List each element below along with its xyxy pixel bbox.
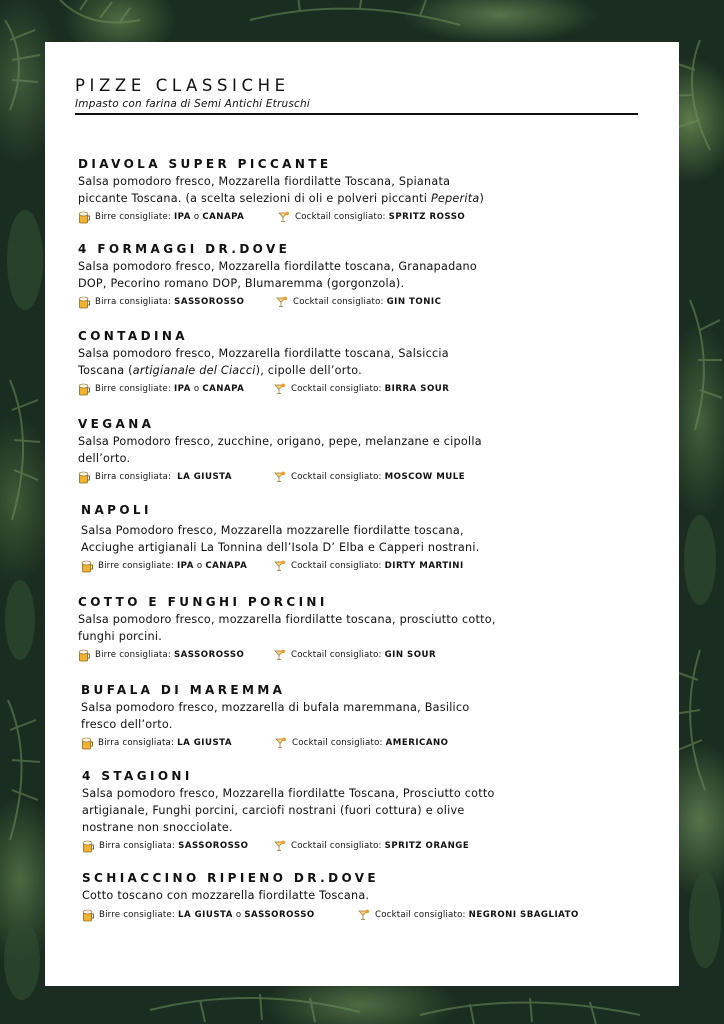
menu-card: [45, 42, 679, 986]
beer-name: SASSOROSSO: [244, 910, 315, 920]
description-line: Acciughe artigianali La Tonnina dell’Isola D’ Elba e Capperi nostrani.: [81, 541, 480, 554]
beer-name: LA GIUSTA: [177, 910, 233, 920]
cocktail-pairing: [274, 382, 449, 396]
beer-pairing: [81, 559, 247, 573]
pairing-row: [82, 908, 672, 922]
item-description: [81, 522, 651, 556]
description-line: [78, 190, 648, 207]
beer-mug-icon: [78, 471, 91, 484]
beer-separator: o: [196, 561, 203, 571]
item-description: [78, 258, 648, 292]
beer-mug-icon: [82, 840, 95, 853]
beer-name: IPA: [173, 384, 191, 394]
cocktail-pairing: [274, 559, 464, 573]
cocktail-pairing: [276, 295, 441, 309]
description-italic: Peperita: [430, 192, 480, 205]
item-description: [78, 345, 648, 379]
item-description: [78, 173, 648, 207]
pairing-row: [78, 210, 648, 224]
menu-item-diavola: [78, 156, 648, 224]
menu-item-4-stagioni: [82, 768, 652, 853]
description-line: Salsa pomodoro fresco, Mozzarella fiordilatte Toscana, Spianata: [78, 175, 451, 188]
cocktail-label: Cocktail consigliato:: [291, 472, 382, 482]
description-line: funghi porcini.: [78, 630, 163, 643]
item-name: VEGANA: [78, 417, 155, 431]
cocktail-pairing: [274, 648, 436, 662]
cocktail-name: SPRITZ ROSSO: [388, 212, 466, 222]
beer-name: IPA: [176, 561, 194, 571]
pairing-row: [78, 470, 648, 484]
cocktail-pairing: [278, 210, 465, 224]
beer-pairing: [78, 648, 244, 662]
beer-mug-icon: [78, 296, 91, 309]
beer-pairing: [78, 470, 232, 484]
cocktail-name: GIN TONIC: [386, 297, 442, 307]
beer-label: Birra consigliata:: [98, 738, 175, 748]
cocktail-label: Cocktail consigliato:: [375, 910, 466, 920]
beer-mug-icon: [82, 909, 95, 922]
description-line: Salsa pomodoro fresco, Mozzarella fiordilatte toscana, Granapadano: [78, 260, 477, 273]
beer-pairing: [82, 908, 315, 922]
cocktail-glass-icon: [274, 560, 286, 572]
description-line: Salsa Pomodoro fresco, Mozzarella mozzarelle fiordilatte toscana,: [81, 524, 464, 537]
description-line: Salsa pomodoro fresco, Mozzarella fiordilatte Toscana, Prosciutto cotto: [82, 787, 495, 800]
cocktail-glass-icon: [274, 383, 286, 395]
cocktail-name: DIRTY MARTINI: [384, 561, 464, 571]
page-title: PIZZE CLASSICHE: [75, 76, 290, 95]
beer-name: CANAPA: [202, 384, 245, 394]
description-line: Salsa Pomodoro fresco, zucchine, origano, pepe, melanzane e cipolla: [78, 435, 482, 448]
description-line: fresco dell’orto.: [81, 718, 173, 731]
cocktail-name: MOSCOW MULE: [384, 472, 466, 482]
item-name: 4 FORMAGGI DR.DOVE: [78, 242, 291, 256]
cocktail-label: Cocktail consigliato:: [292, 738, 383, 748]
item-name: CONTADINA: [78, 329, 188, 343]
cocktail-pairing: [274, 839, 469, 853]
menu-item-napoli: [81, 502, 651, 573]
beer-mug-icon: [81, 560, 94, 573]
cocktail-label: Cocktail consigliato:: [291, 841, 382, 851]
menu-item-4-formaggi: [78, 241, 648, 309]
cocktail-label: Cocktail consigliato:: [291, 561, 382, 571]
item-description: [78, 611, 648, 645]
description-line: [78, 362, 648, 379]
description-italic: artigianale del Ciacci: [132, 364, 256, 377]
item-name: BUFALA DI MAREMMA: [81, 683, 286, 697]
beer-name: SASSOROSSO: [178, 841, 249, 851]
cocktail-name: AMERICANO: [385, 738, 449, 748]
menu-item-cotto-funghi: [78, 594, 648, 662]
beer-label: Birra consigliata:: [95, 472, 172, 482]
cocktail-pairing: [274, 470, 465, 484]
description-line: Salsa pomodoro fresco, Mozzarella fiordilatte toscana, Salsiccia: [78, 347, 449, 360]
item-description: [81, 699, 651, 733]
description-line: Salsa pomodoro fresco, mozzarella fiordilatte toscana, prosciutto cotto,: [78, 613, 496, 626]
description-text: ): [479, 192, 485, 205]
beer-label: Birra consigliata:: [99, 841, 176, 851]
item-description: [78, 433, 648, 467]
cocktail-label: Cocktail consigliato:: [291, 650, 382, 660]
beer-pairing: [78, 210, 244, 224]
beer-name: SASSOROSSO: [173, 650, 245, 660]
beer-pairing: [82, 839, 248, 853]
beer-separator: o: [193, 384, 200, 394]
cocktail-glass-icon: [278, 211, 290, 223]
heading-divider: [75, 113, 638, 115]
cocktail-name: BIRRA SOUR: [384, 384, 450, 394]
beer-name: IPA: [173, 212, 191, 222]
item-description: [82, 887, 672, 904]
description-line: DOP, Pecorino romano DOP, Blumaremma (gorgonzola).: [78, 277, 405, 290]
description-text: ), cipolle dell’orto.: [255, 364, 362, 377]
description-line: artigianale, Funghi porcini, carciofi nostrani (fuori cottura) e olive: [82, 804, 465, 817]
pairing-row: [78, 648, 648, 662]
description-line: Salsa pomodoro fresco, mozzarella di bufala maremmana, Basilico: [81, 701, 470, 714]
description-line: dell’orto.: [78, 452, 131, 465]
item-name: 4 STAGIONI: [82, 769, 193, 783]
item-name: NAPOLI: [81, 503, 152, 517]
beer-name: CANAPA: [205, 561, 248, 571]
cocktail-label: Cocktail consigliato:: [293, 297, 384, 307]
beer-name: LA GIUSTA: [177, 738, 233, 748]
page-subtitle: Impasto con farina di Semi Antichi Etruschi: [75, 98, 310, 110]
cocktail-glass-icon: [275, 737, 287, 749]
pairing-row: [82, 839, 652, 853]
item-name: COTTO E FUNGHI PORCINI: [78, 595, 328, 609]
description-text: piccante Toscana. (a scelta selezioni di oli e polveri piccanti: [78, 192, 431, 205]
beer-label: Birre consigliate:: [95, 384, 171, 394]
item-description: [82, 785, 652, 836]
item-name: SCHIACCINO RIPIENO DR.DOVE: [82, 871, 380, 885]
cocktail-name: GIN SOUR: [384, 650, 437, 660]
menu-heading: [75, 76, 638, 115]
beer-mug-icon: [78, 383, 91, 396]
cocktail-glass-icon: [274, 840, 286, 852]
description-text: Toscana (: [78, 364, 133, 377]
beer-pairing: [78, 295, 244, 309]
menu-item-vegana: [78, 416, 648, 484]
beer-label: Birra consigliata:: [95, 297, 172, 307]
menu-item-contadina: [78, 328, 648, 396]
cocktail-pairing: [358, 908, 579, 922]
cocktail-glass-icon: [358, 909, 370, 921]
cocktail-name: SPRITZ ORANGE: [384, 841, 470, 851]
item-name: DIAVOLA SUPER PICCANTE: [78, 157, 332, 171]
cocktail-glass-icon: [274, 471, 286, 483]
cocktail-glass-icon: [274, 649, 286, 661]
beer-name: LA GIUSTA: [177, 472, 233, 482]
menu-item-schiaccino: [82, 870, 672, 922]
cocktail-label: Cocktail consigliato:: [295, 212, 386, 222]
description-line: nostrane non snocciolate.: [82, 821, 233, 834]
beer-mug-icon: [78, 649, 91, 662]
beer-label: Birre consigliate:: [99, 910, 175, 920]
beer-name: CANAPA: [202, 212, 245, 222]
beer-mug-icon: [78, 211, 91, 224]
cocktail-glass-icon: [276, 296, 288, 308]
beer-separator: o: [235, 910, 242, 920]
beer-mug-icon: [81, 737, 94, 750]
beer-name: SASSOROSSO: [174, 297, 245, 307]
cocktail-label: Cocktail consigliato:: [291, 384, 382, 394]
beer-pairing: [81, 736, 232, 750]
pairing-row: [81, 559, 651, 573]
cocktail-pairing: [275, 736, 448, 750]
menu-item-bufala: [81, 682, 651, 750]
beer-label: Birre consigliate:: [95, 212, 171, 222]
beer-label: Birre consigliata:: [95, 650, 171, 660]
beer-separator: o: [193, 212, 200, 222]
pairing-row: [81, 736, 651, 750]
description-line: Cotto toscano con mozzarella fiordilatte Toscana.: [82, 889, 370, 902]
pairing-row: [78, 382, 648, 396]
pairing-row: [78, 295, 648, 309]
beer-pairing: [78, 382, 244, 396]
beer-label: Birre consigliate:: [98, 561, 174, 571]
cocktail-name: NEGRONI SBAGLIATO: [468, 910, 579, 920]
